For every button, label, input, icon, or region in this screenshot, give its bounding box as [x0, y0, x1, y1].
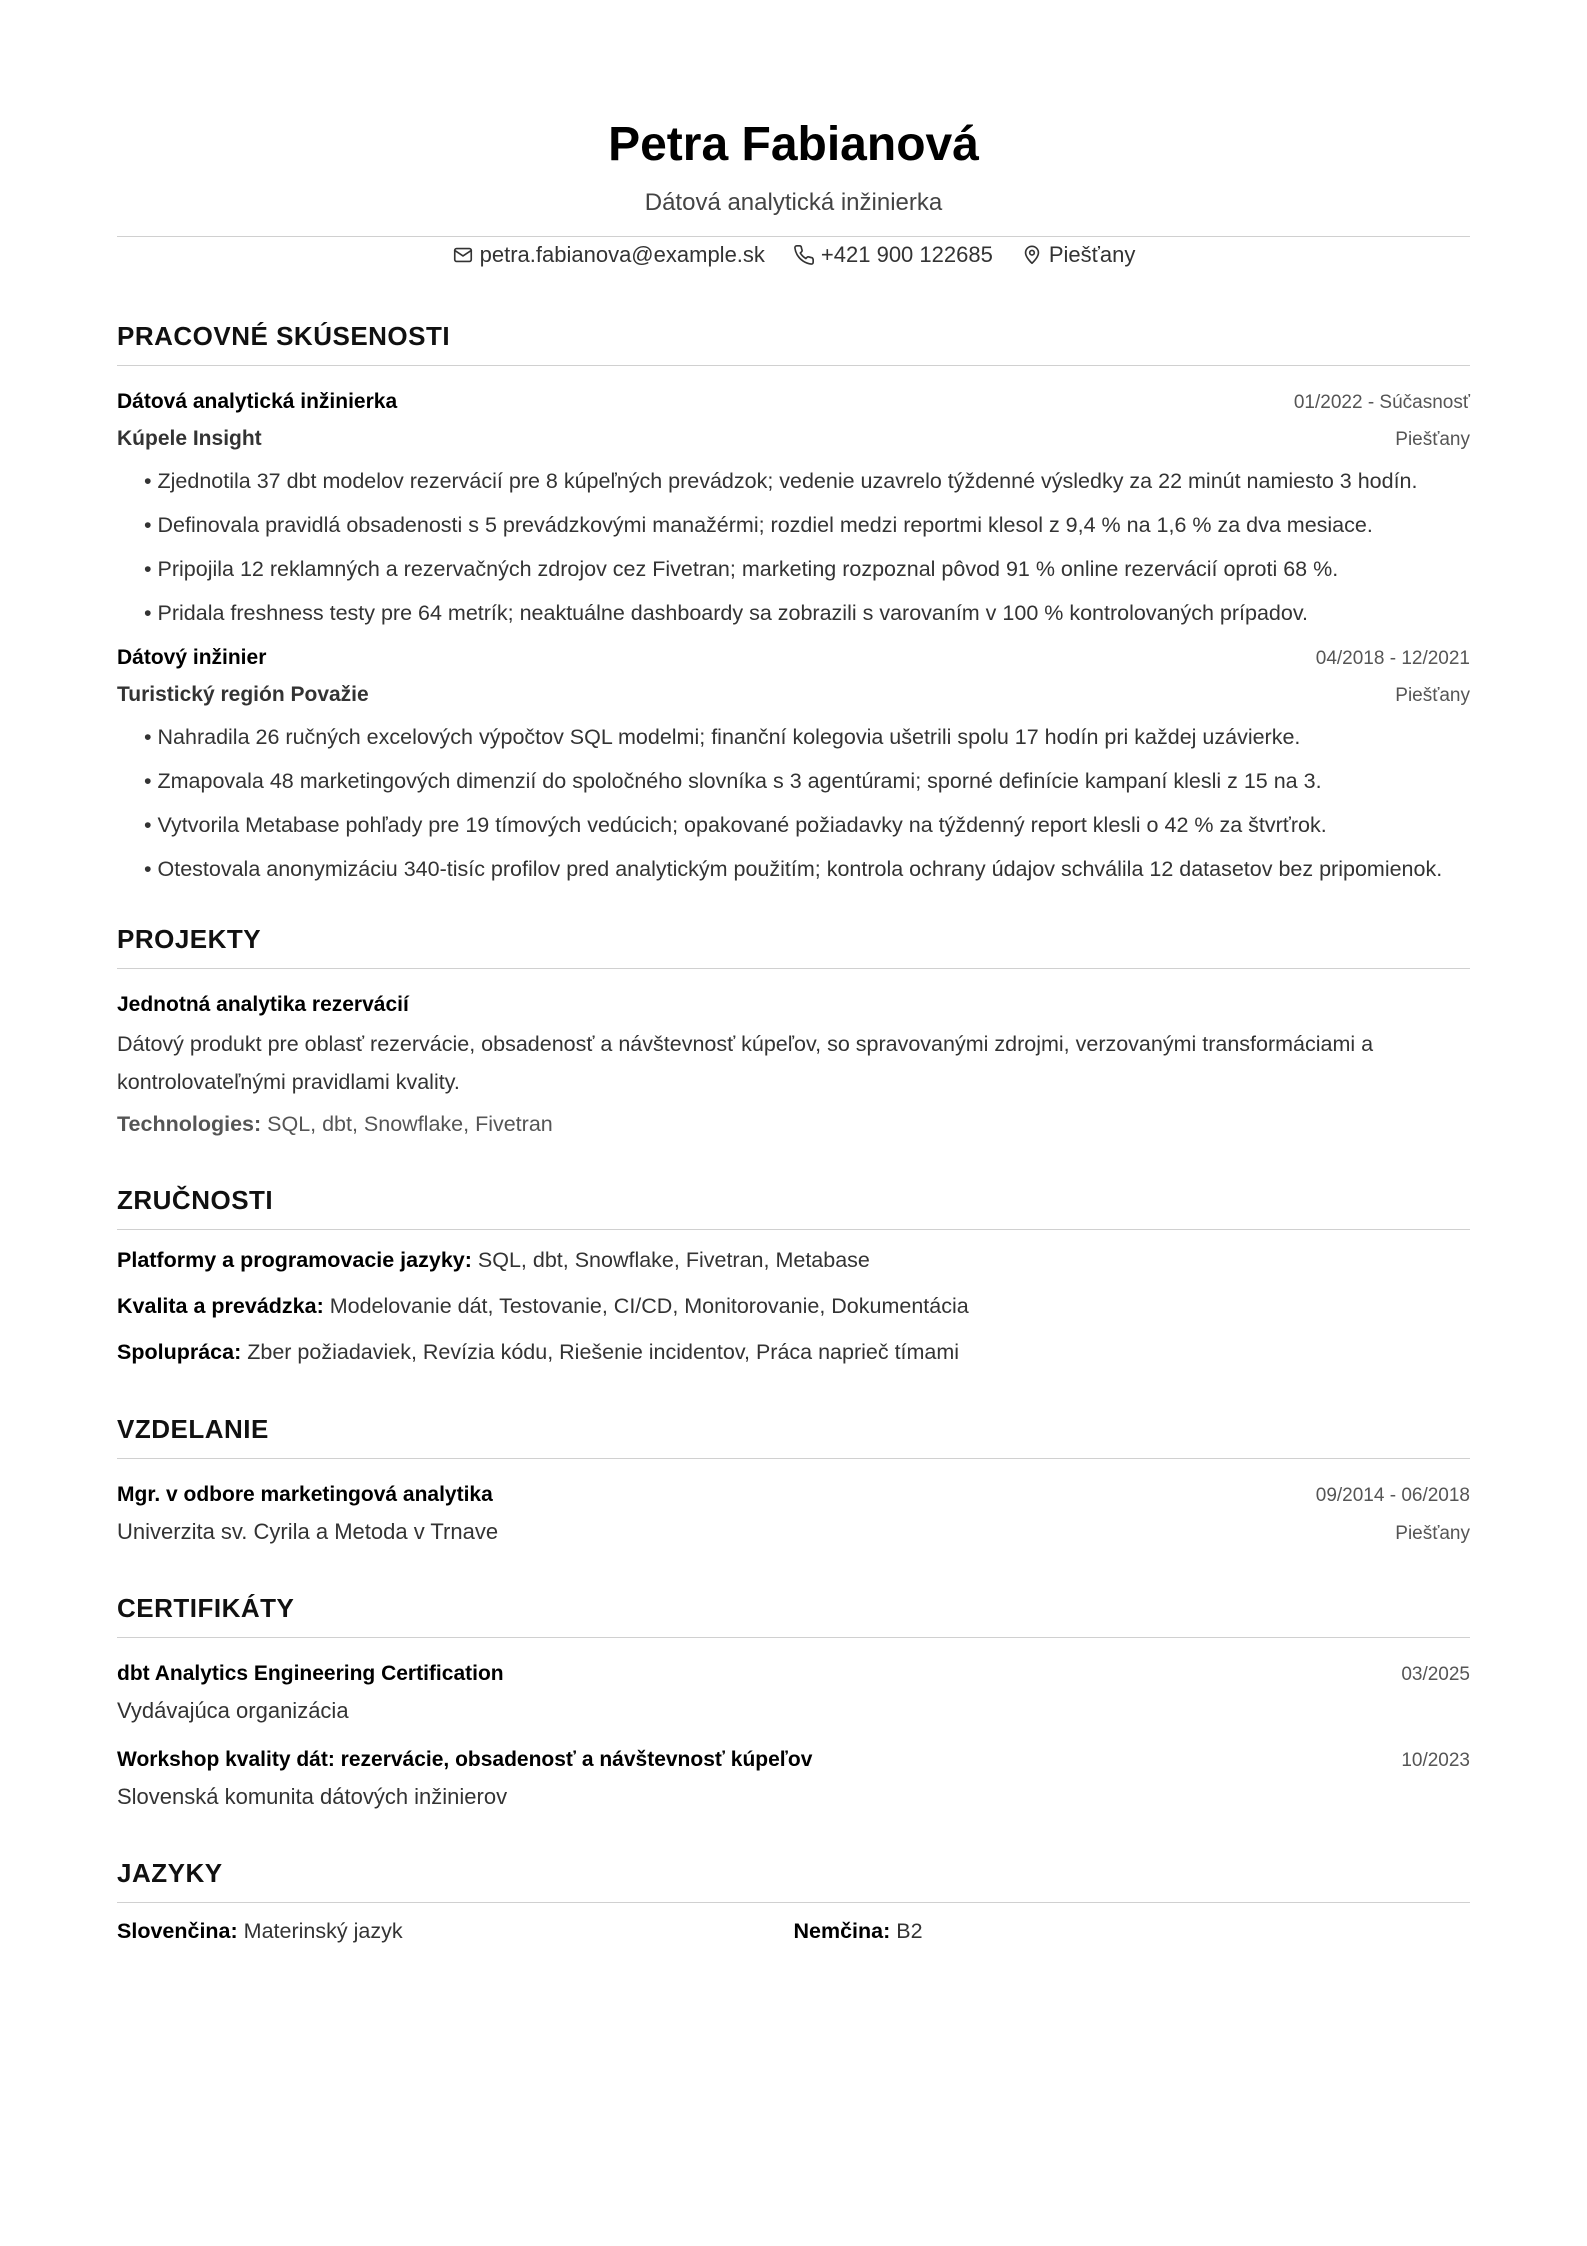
job-title: Dátový inžinier — [117, 646, 267, 669]
contact-phone[interactable] — [793, 239, 993, 271]
location-text: Piešťany — [1048, 242, 1136, 267]
job-company: Kúpele Insight — [117, 427, 262, 450]
resume-header — [117, 112, 1470, 271]
phone-icon — [793, 244, 815, 266]
section-divider — [117, 365, 1470, 366]
education-section — [117, 1412, 1470, 1551]
phone-text: +421 900 122685 — [820, 242, 993, 267]
job-bullet: • Otestovala anonymizáciu 340-tisíc profilov pred analytickým použitím; kontrola ochrany údajov schválila 12 datasetov bez pripomienok. — [144, 850, 1470, 888]
person-title: Dátová analytická inžinierka — [644, 189, 943, 216]
project-entry — [117, 987, 1470, 1143]
skill-line — [117, 1240, 1470, 1280]
certificates-section — [117, 1591, 1470, 1816]
certificate-entry — [117, 1656, 1470, 1730]
skill-label: Platformy a programovacie jazyky: — [117, 1248, 472, 1272]
education-location: Piešťany — [1395, 1523, 1470, 1544]
person-name: Petra Fabianová — [608, 118, 979, 171]
section-divider — [117, 1902, 1470, 1903]
tech-label: Technologies: — [117, 1112, 262, 1136]
job-bullet: • Zmapovala 48 marketingových dimenzií do spoločného slovníka s 3 agentúrami; sporné definície kampaní klesli z 15 na 3. — [144, 762, 1470, 800]
language-label: Slovenčina: — [117, 1919, 238, 1943]
experience-section — [117, 319, 1470, 888]
skill-line — [117, 1286, 1470, 1326]
certificate-date: 10/2023 — [1401, 1750, 1470, 1771]
job-bullet: • Pripojila 12 reklamných a rezervačných zdrojov cez Fivetran; marketing rozpoznal pôvod 91 % online rezervácií oproti 68 %. — [144, 550, 1470, 588]
section-divider — [117, 1229, 1470, 1230]
contact-email[interactable] — [452, 239, 765, 271]
job-location: Piešťany — [1395, 429, 1470, 450]
skill-label: Kvalita a prevádzka: — [117, 1294, 324, 1318]
job-title: Dátová analytická inžinierka — [117, 390, 398, 413]
education-degree: Mgr. v odbore marketingová analytika — [117, 1483, 493, 1506]
language-label: Nemčina: — [793, 1919, 891, 1943]
job-bullets — [117, 718, 1470, 888]
job-company: Turistický región Považie — [117, 683, 369, 706]
job-entry — [117, 384, 1470, 632]
section-divider — [117, 1458, 1470, 1459]
languages-section — [117, 1856, 1470, 1947]
skill-label: Spolupráca: — [117, 1340, 242, 1364]
section-title-certificates: CERTIFIKÁTY — [117, 1593, 295, 1623]
section-divider — [117, 1637, 1470, 1638]
education-dates: 09/2014 - 06/2018 — [1315, 1485, 1470, 1506]
education-entry — [117, 1477, 1470, 1551]
skill-value: SQL, dbt, Snowflake, Fivetran, Metabase — [477, 1248, 870, 1272]
contact-location — [1021, 239, 1136, 271]
email-text: petra.fabianova@example.sk — [479, 242, 765, 267]
language-item — [794, 1915, 1471, 1947]
certificate-title: dbt Analytics Engineering Certification — [117, 1662, 504, 1685]
language-item — [117, 1915, 794, 1947]
section-title-experience: PRACOVNÉ SKÚSENOSTI — [117, 321, 451, 351]
project-technologies — [117, 1105, 1470, 1143]
job-entry — [117, 640, 1470, 888]
section-title-skills: ZRUČNOSTI — [117, 1185, 274, 1215]
certificate-issuer: Vydávajúca organizácia — [117, 1698, 349, 1723]
job-bullet: • Nahradila 26 ručných excelových výpočtov SQL modelmi; finanční kolegovia ušetrili spolu 17 hodín pri každej uzávierke. — [144, 718, 1470, 756]
section-title-languages: JAZYKY — [117, 1858, 223, 1888]
job-bullets — [117, 462, 1470, 632]
tech-value: SQL, dbt, Snowflake, Fivetran — [267, 1112, 553, 1136]
map-pin-icon — [1021, 244, 1043, 266]
job-bullet: • Pridala freshness testy pre 64 metrík; neaktuálne dashboardy sa zobrazili s varovaním v 100 % kontrolovaných prípadov. — [144, 594, 1470, 632]
job-bullet: • Vytvorila Metabase pohľady pre 19 tímových vedúcich; opakované požiadavky na týždenný report klesli o 42 % za štvrťrok. — [144, 806, 1470, 844]
section-title-education: VZDELANIE — [117, 1414, 269, 1444]
education-school: Univerzita sv. Cyrila a Metoda v Trnave — [117, 1519, 499, 1544]
certificate-title: Workshop kvality dát: rezervácie, obsadenosť a návštevnosť kúpeľov — [117, 1748, 813, 1771]
skill-line — [117, 1332, 1470, 1372]
certificate-entry — [117, 1742, 1470, 1816]
skill-value: Zber požiadaviek, Revízia kódu, Riešenie incidentov, Práca naprieč tímami — [247, 1340, 960, 1364]
languages-list — [117, 1915, 1470, 1947]
skills-section — [117, 1183, 1470, 1372]
section-title-projects: PROJEKTY — [117, 924, 262, 954]
project-description: Dátový produkt pre oblasť rezervácie, obsadenosť a návštevnosť kúpeľov, so spravovanými zdrojmi, verzovanými transformáciami a kontrolovateľnými pravidlami kvality. — [117, 1032, 1374, 1094]
certificate-date: 03/2025 — [1401, 1664, 1470, 1685]
project-title: Jednotná analytika rezervácií — [117, 993, 409, 1016]
certificate-issuer: Slovenská komunita dátových inžinierov — [117, 1784, 508, 1809]
job-location: Piešťany — [1395, 685, 1470, 706]
header-divider — [117, 236, 1470, 237]
job-dates: 01/2022 - Súčasnosť — [1293, 392, 1470, 413]
language-level: Materinský jazyk — [243, 1919, 403, 1943]
contact-info — [117, 239, 1470, 271]
job-bullet: • Zjednotila 37 dbt modelov rezervácií pre 8 kúpeľných prevádzok; vedenie uzavrelo týždenné výsledky za 22 minút namiesto 3 hodín. — [144, 462, 1470, 500]
projects-section — [117, 922, 1470, 1143]
job-dates: 04/2018 - 12/2021 — [1315, 648, 1470, 669]
job-bullet: • Definovala pravidlá obsadenosti s 5 prevádzkovými manažérmi; rozdiel medzi reportmi klesol z 9,4 % na 1,6 % za dva mesiace. — [144, 506, 1470, 544]
section-divider — [117, 968, 1470, 969]
mail-icon — [452, 244, 474, 266]
language-level: B2 — [896, 1919, 923, 1943]
skill-value: Modelovanie dát, Testovanie, CI/CD, Monitorovanie, Dokumentácia — [329, 1294, 969, 1318]
